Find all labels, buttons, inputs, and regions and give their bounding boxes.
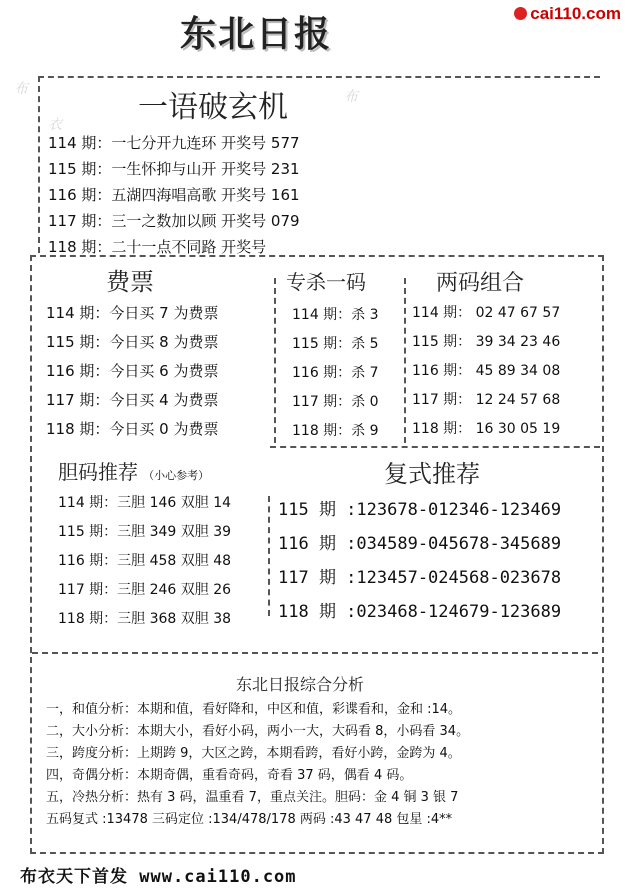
section-divider	[32, 652, 598, 654]
column-divider	[404, 278, 406, 443]
liangma-row: 114 期： 02 47 67 57	[412, 305, 561, 321]
analysis-row: 一，和值分析：本期和值，看好降和，中区和值，彩谍看和，金和 :14。	[46, 702, 462, 717]
zhuansha-row: 117 期：杀 0	[292, 394, 379, 410]
column-divider	[274, 278, 276, 443]
yuyu-row: 118 期：二十一点不同路 开奖号	[48, 238, 267, 256]
yuyu-row: 116 期：五湖四海唱高歌 开奖号 161	[48, 186, 300, 204]
analysis-row: 五码复式 :13478 三码定位 :134/478/178 两码 :43 47 48 包星 :4**	[46, 812, 453, 827]
liangma-title: 两码组合	[436, 271, 525, 296]
liangma-section	[412, 266, 598, 444]
fushi-section	[278, 454, 598, 629]
danma-note: （小心参考）	[143, 469, 210, 482]
watermark-text: 衣	[48, 117, 62, 133]
yuyu-row: 114 期：一七分开九连环 开奖号 577	[48, 134, 300, 152]
fushi-row: 118 期 :023468-124679-123689	[278, 602, 562, 622]
watermark-text: 布	[14, 81, 28, 97]
zhuansha-row: 118 期：杀 9	[292, 423, 379, 439]
liangma-row: 117 期： 12 24 57 68	[412, 392, 561, 408]
yuyu-section	[48, 82, 378, 260]
feipiao-title: 费票	[106, 268, 154, 296]
analysis-section	[46, 672, 596, 831]
feipiao-row: 115 期：今日买 8 为费票	[46, 333, 219, 351]
yuyu-title: 一语破玄机	[138, 90, 288, 125]
analysis-title: 东北日报综合分析	[236, 675, 365, 694]
analysis-row: 三，跨度分析：上期跨 9，大区之跨，本期看跨，看好小跨，金跨为 4。	[46, 746, 461, 761]
danma-section	[58, 456, 268, 634]
danma-row: 116 期：三胆 458 双胆 48	[58, 553, 232, 569]
section-divider	[270, 446, 600, 448]
danma-row: 114 期：三胆 146 双胆 14	[58, 495, 232, 511]
fushi-row: 117 期 :123457-024568-023678	[278, 568, 562, 588]
zhuansha-title: 专杀一码	[286, 270, 366, 294]
masthead-title: 东北日报	[180, 13, 333, 55]
feipiao-section	[46, 262, 266, 444]
liangma-row: 118 期： 16 30 05 19	[412, 421, 561, 437]
danma-row: 115 期：三胆 349 双胆 39	[58, 524, 232, 540]
feipiao-row: 118 期：今日买 0 为费票	[46, 420, 219, 438]
fushi-row: 116 期 :034589-045678-345689	[278, 534, 562, 554]
danma-row: 118 期：三胆 368 双胆 38	[58, 611, 232, 627]
feipiao-row: 114 期：今日买 7 为费票	[46, 304, 219, 322]
zhuansha-section	[286, 266, 402, 446]
liangma-row: 115 期： 39 34 23 46	[412, 334, 561, 350]
feipiao-row: 117 期：今日买 4 为费票	[46, 391, 219, 409]
fushi-row: 115 期 :123678-012346-123469	[278, 500, 562, 520]
liangma-row: 116 期： 45 89 34 08	[412, 363, 561, 379]
zhuansha-row: 115 期：杀 5	[292, 336, 379, 352]
analysis-row: 五，冷热分析：热有 3 码，温重看 7，重点关注。胆码：金 4 铜 3 银 7	[46, 790, 459, 805]
feipiao-row: 116 期：今日买 6 为费票	[46, 362, 219, 380]
fushi-title: 复式推荐	[384, 460, 480, 488]
site-name: cai110.com	[530, 4, 621, 23]
yuyu-row: 115 期：一生怀抑与山开 开奖号 231	[48, 160, 300, 178]
analysis-row: 二，大小分析：本期大小，看好小码，两小一大，大码看 8，小码看 34。	[46, 724, 470, 739]
analysis-row: 四，奇偶分析：本期奇偶，重看奇码，奇看 37 码，偶看 4 码。	[46, 768, 413, 783]
zhuansha-row: 116 期：杀 7	[292, 365, 379, 381]
watermark-text: 布	[344, 89, 358, 105]
footer-text: 布衣天下首发 www.cai110.com	[20, 867, 297, 887]
column-divider	[268, 496, 270, 616]
site-logo-icon	[514, 7, 527, 20]
zhuansha-row: 114 期：杀 3	[292, 307, 379, 323]
yuyu-row: 117 期：三一之数加以顾 开奖号 079	[48, 212, 300, 230]
danma-title: 胆码推荐	[58, 460, 138, 484]
danma-row: 117 期：三胆 246 双胆 26	[58, 582, 232, 598]
